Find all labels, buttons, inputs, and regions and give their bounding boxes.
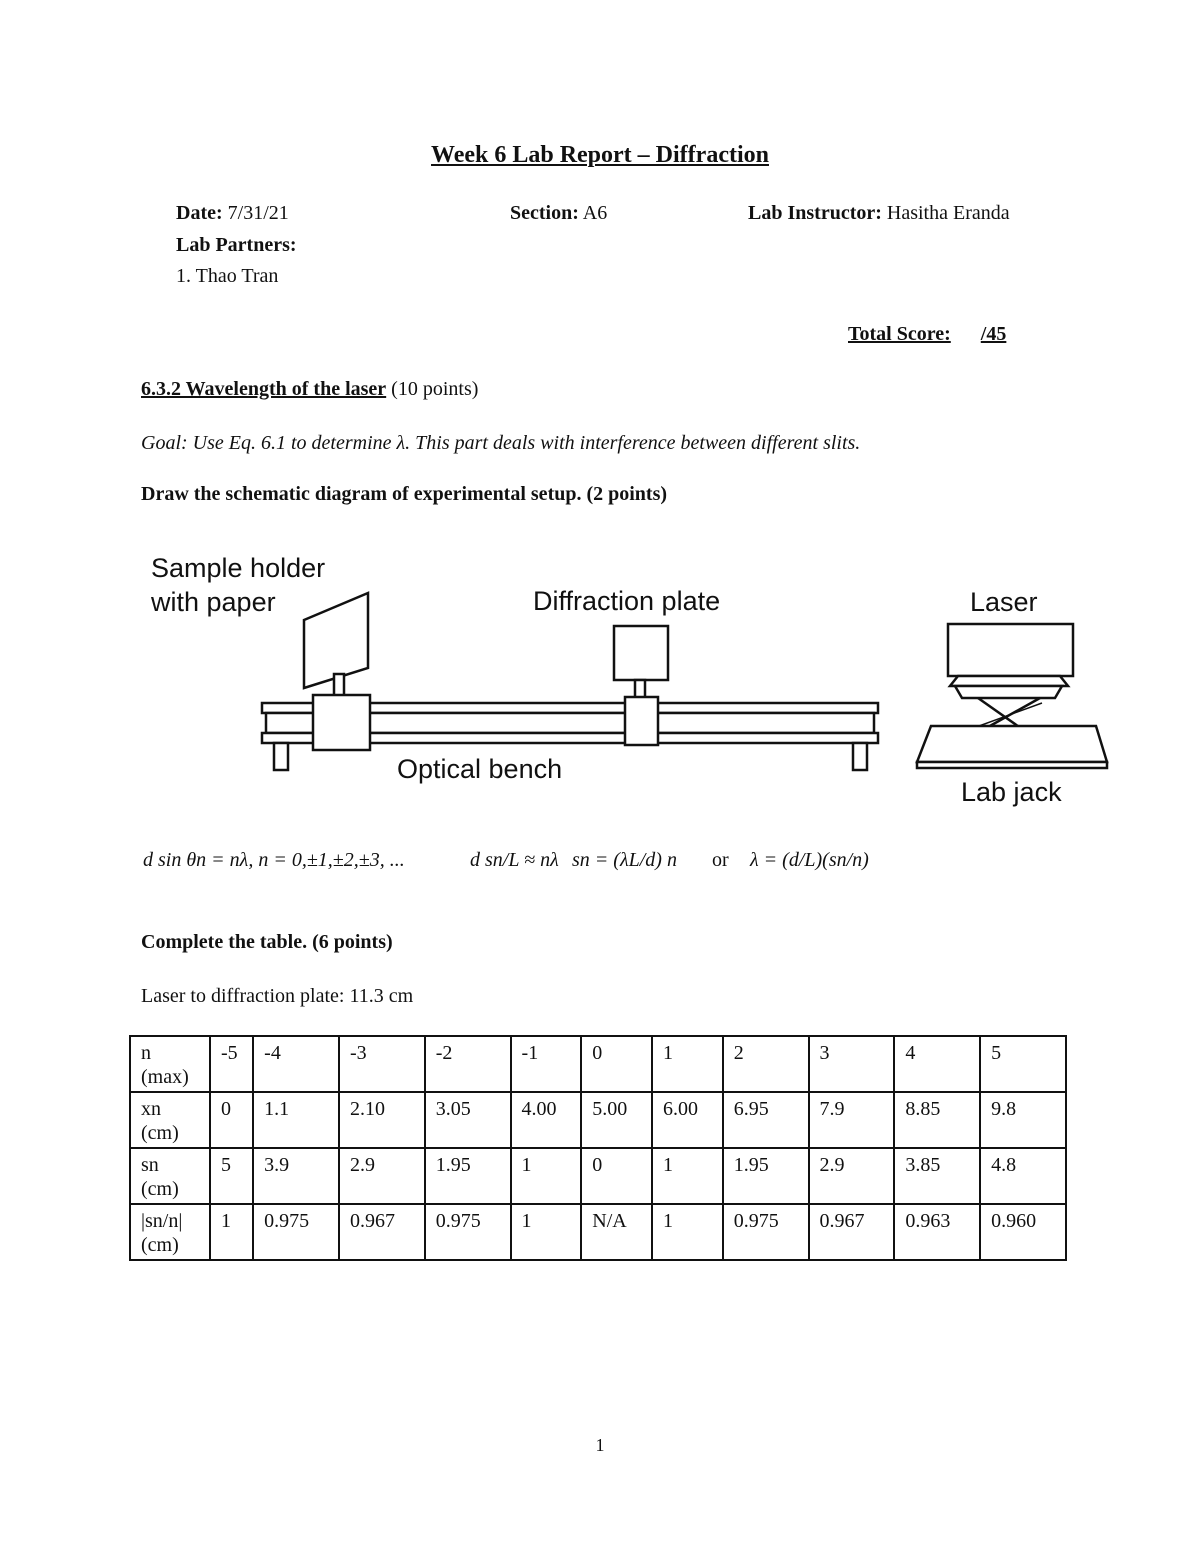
table-cell: 1 (652, 1204, 723, 1260)
optical-bench-label: Optical bench (397, 754, 563, 784)
table-cell: 2.10 (339, 1092, 425, 1148)
partners-label: Lab Partners: (176, 234, 297, 256)
equation-position: sn = (λL/d) n (572, 849, 677, 871)
table-cell: 2.9 (339, 1148, 425, 1204)
table-cell: 3.85 (894, 1148, 980, 1204)
sample-holder-label-1: Sample holder (151, 553, 326, 583)
table-cell: -3 (339, 1036, 425, 1092)
table-cell: -5 (210, 1036, 253, 1092)
row-header-unit: (cm) (141, 1178, 179, 1200)
row-header-symbol: sn (141, 1154, 159, 1176)
diagram-prompt: Draw the schematic diagram of experimental setup. (2 points) (141, 483, 668, 505)
equation-grating: d sin θn = nλ, n = 0,±1,±2,±3, ... (143, 849, 405, 871)
laser-on-lab-jack (917, 624, 1107, 768)
score-value: /45 (980, 323, 1007, 345)
table-cell: 5.00 (581, 1092, 652, 1148)
date-label: Date: (176, 202, 223, 224)
date-value: 7/31/21 (227, 202, 289, 224)
table-cell: -4 (253, 1036, 339, 1092)
table-cell: 4.00 (511, 1092, 582, 1148)
table-cell: 1 (511, 1204, 582, 1260)
equation-small-angle: d sn/L ≈ nλ (470, 849, 559, 871)
table-cell: 5 (210, 1148, 253, 1204)
table-cell: 0.960 (980, 1204, 1066, 1260)
table-cell: 4 (894, 1036, 980, 1092)
table-cell: -2 (425, 1036, 511, 1092)
equation-wavelength: λ = (d/L)(sn/n) (750, 849, 869, 871)
table-cell: 3.05 (425, 1092, 511, 1148)
instructor-label: Lab Instructor: (748, 202, 882, 224)
section-value: A6 (582, 202, 608, 224)
table-cell: 8.85 (894, 1092, 980, 1148)
section-heading-text: 6.3.2 Wavelength of the laser (141, 378, 387, 400)
table-row (130, 1148, 1066, 1204)
partner-item: 1. Thao Tran (176, 265, 279, 287)
table-body (130, 1036, 1066, 1260)
table-cell: 7.9 (809, 1092, 895, 1148)
table-prompt: Complete the table. (6 points) (141, 931, 393, 953)
diffraction-plate-label: Diffraction plate (533, 586, 721, 616)
section-line (510, 202, 607, 225)
table-cell: 6.95 (723, 1092, 809, 1148)
table-cell: 3 (809, 1036, 895, 1092)
table-row (130, 1092, 1066, 1148)
lab-jack-label: Lab jack (961, 777, 1062, 807)
section-label: Section: (510, 202, 579, 224)
table-cell: 1 (511, 1148, 582, 1204)
sample-holder-label-2: with paper (151, 587, 276, 617)
score-label: Total Score: (848, 323, 951, 345)
table-cell: 5 (980, 1036, 1066, 1092)
instructor-value: Hasitha Eranda (886, 202, 1010, 224)
row-header-symbol: n (141, 1042, 151, 1064)
table-cell: 1 (210, 1204, 253, 1260)
diffraction-data-table (129, 1035, 1067, 1261)
total-score (848, 323, 1006, 346)
row-header-symbol: xn (141, 1098, 161, 1120)
table-cell: 4.8 (980, 1148, 1066, 1204)
table-cell: 0.975 (723, 1204, 809, 1260)
table-cell: 1.95 (723, 1148, 809, 1204)
table-row (130, 1204, 1066, 1260)
page-number: 1 (595, 1435, 605, 1455)
table-cell: -1 (511, 1036, 582, 1092)
table-cell: 1.1 (253, 1092, 339, 1148)
table-cell: 0.975 (253, 1204, 339, 1260)
table-cell: 9.8 (980, 1092, 1066, 1148)
table-cell: 2.9 (809, 1148, 895, 1204)
table-row (130, 1036, 1066, 1092)
table-cell: 1 (652, 1148, 723, 1204)
row-header-symbol: |sn/n| (141, 1210, 183, 1232)
date-line (176, 202, 289, 225)
table-cell: 6.00 (652, 1092, 723, 1148)
table-cell: 0 (581, 1036, 652, 1092)
laser-label: Laser (970, 587, 1038, 617)
table-cell: 0.963 (894, 1204, 980, 1260)
row-header (130, 1204, 210, 1260)
table-cell: N/A (581, 1204, 652, 1260)
table-cell: 0 (581, 1148, 652, 1204)
goal-text: Goal: Use Eq. 6.1 to determine λ. This part deals with interference between different slits. (141, 432, 861, 454)
section-points: (10 points) (391, 378, 479, 400)
setup-diagram (0, 540, 1200, 820)
row-header-unit: (max) (141, 1066, 189, 1088)
equation-or: or (712, 849, 729, 871)
distance-text: Laser to diffraction plate: 11.3 cm (141, 985, 414, 1007)
page-title: Week 6 Lab Report – Diffraction (431, 142, 769, 168)
table-cell: 0.975 (425, 1204, 511, 1260)
table-cell: 1.95 (425, 1148, 511, 1204)
row-header-unit: (cm) (141, 1234, 179, 1256)
table-cell: 0.967 (339, 1204, 425, 1260)
section-heading (141, 378, 478, 401)
sample-holder (304, 593, 370, 750)
row-header-unit: (cm) (141, 1122, 179, 1144)
table-cell: 2 (723, 1036, 809, 1092)
row-header (130, 1092, 210, 1148)
table-cell: 1 (652, 1036, 723, 1092)
row-header (130, 1148, 210, 1204)
row-header (130, 1036, 210, 1092)
table-cell: 0 (210, 1092, 253, 1148)
diffraction-equations (0, 820, 1200, 900)
table-cell: 0.967 (809, 1204, 895, 1260)
instructor-line (748, 202, 1010, 225)
table-cell: 3.9 (253, 1148, 339, 1204)
